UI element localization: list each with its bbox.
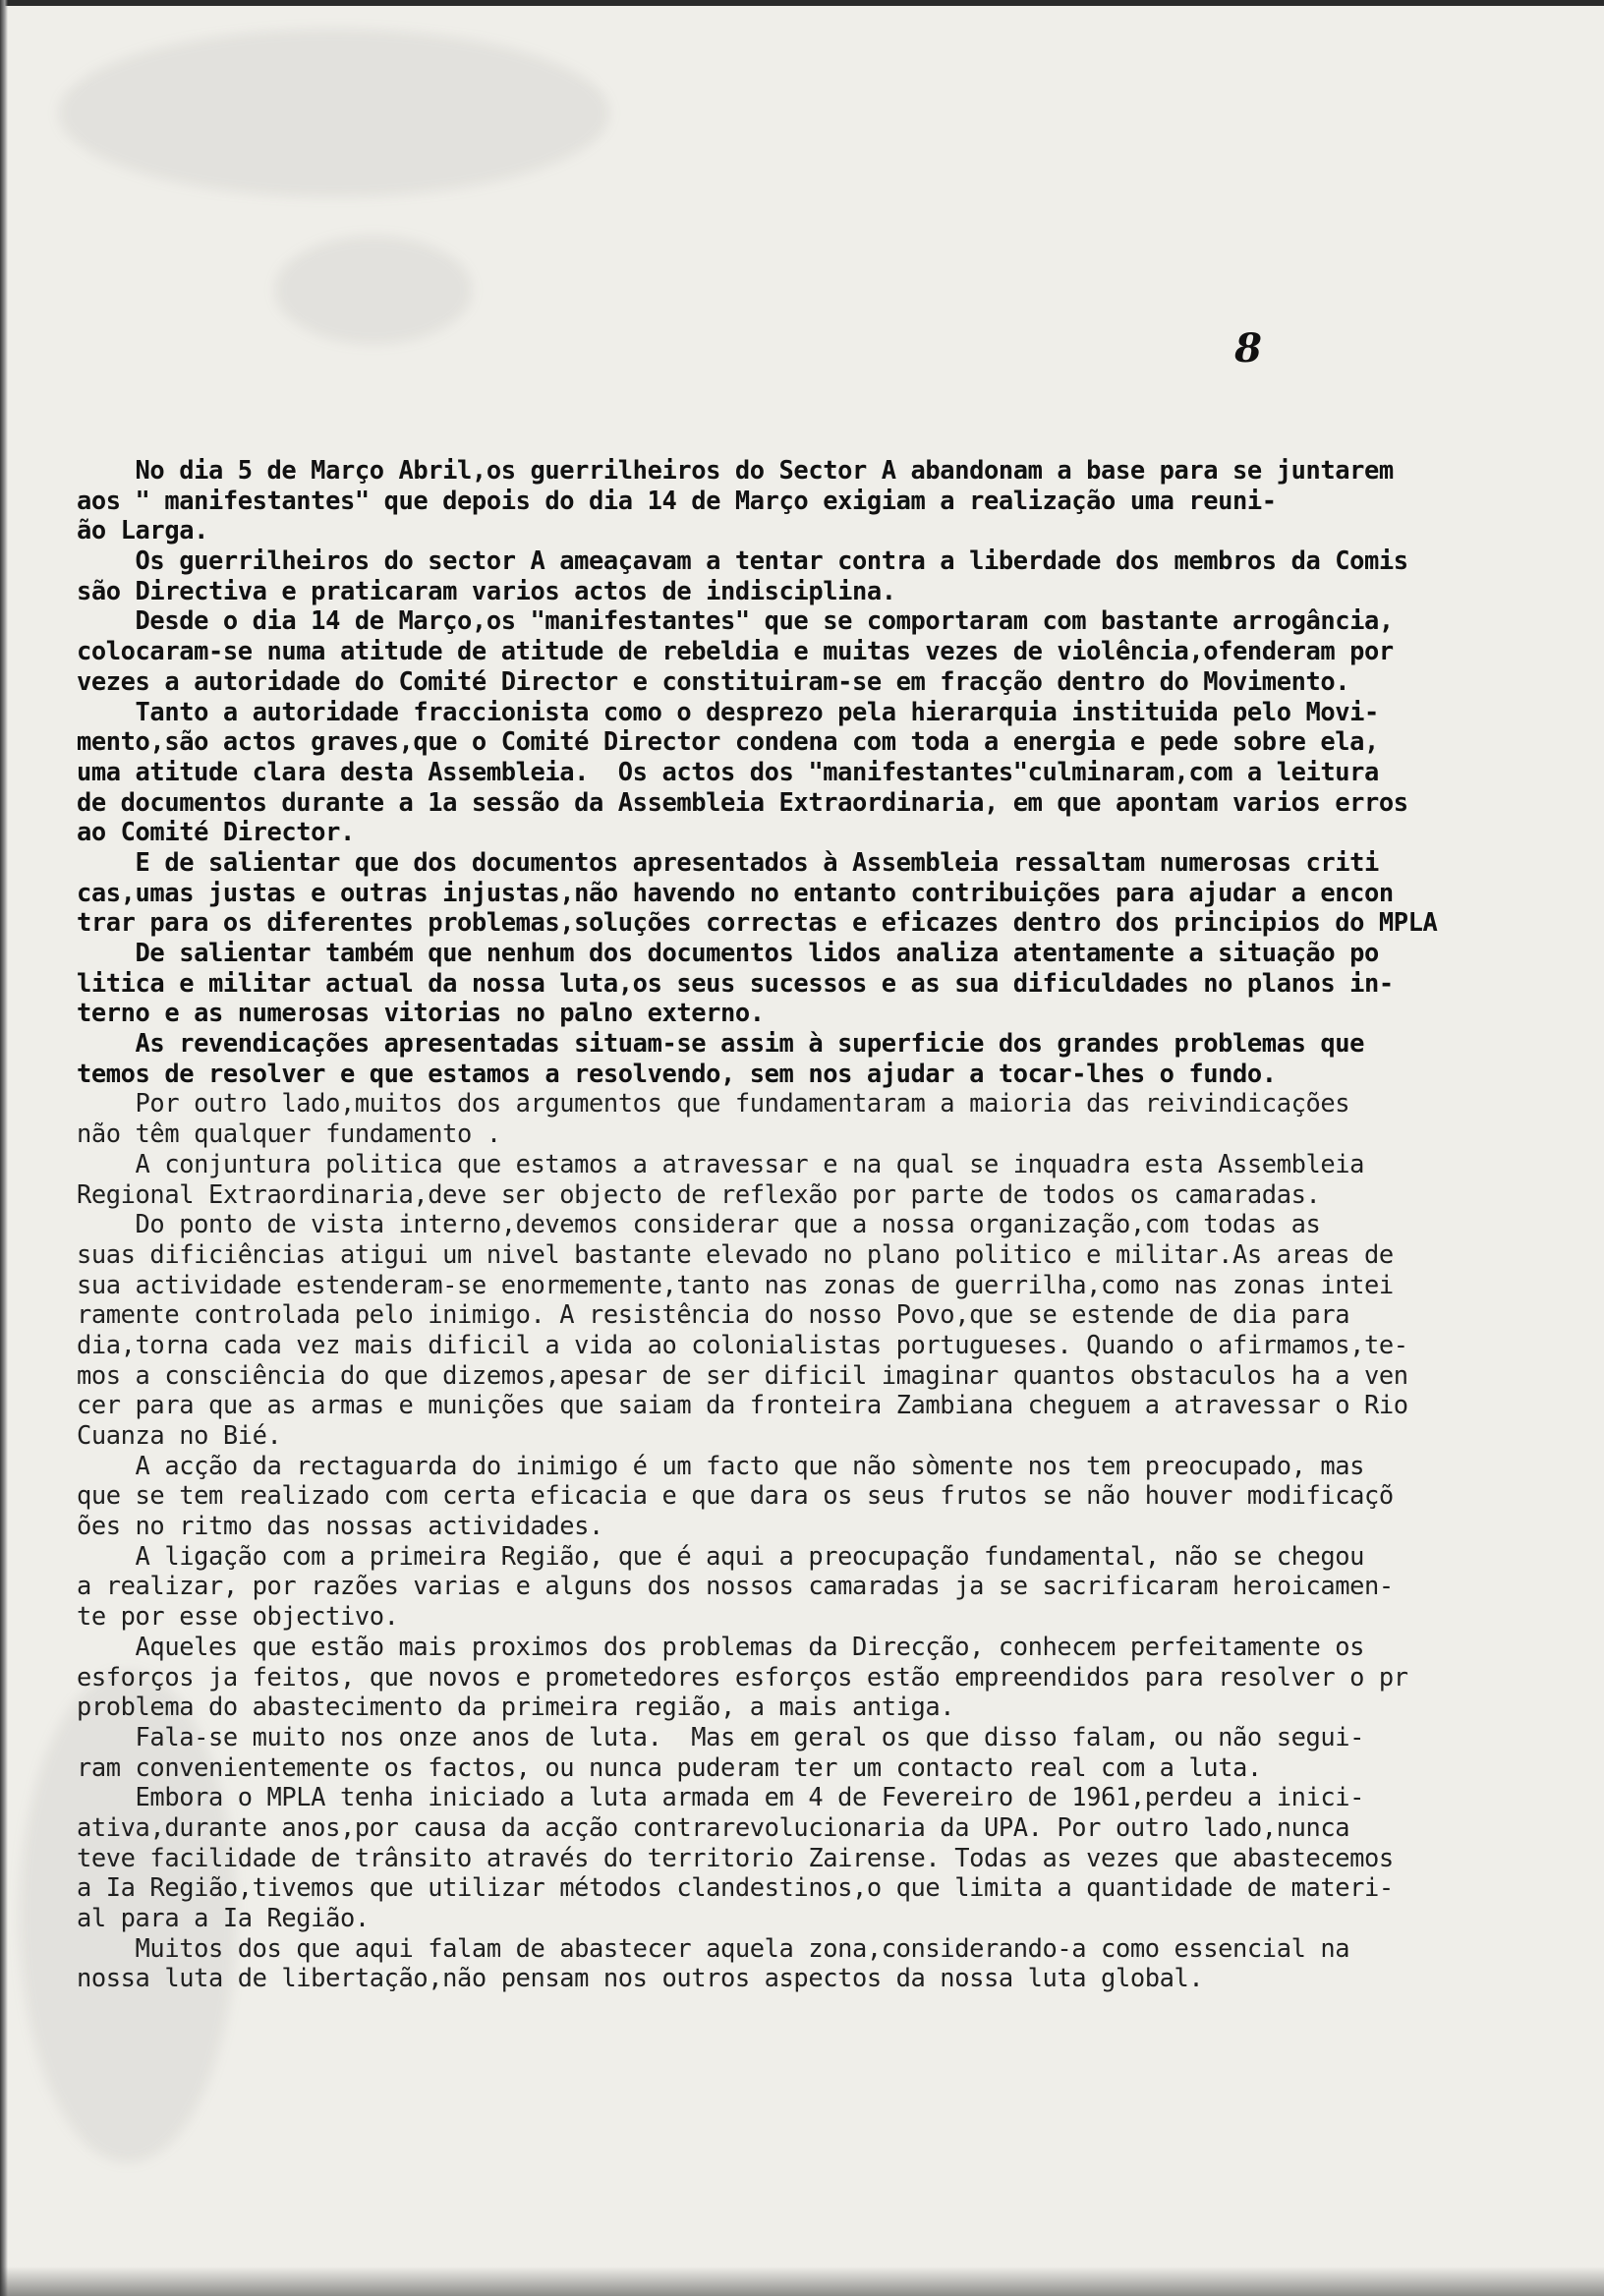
text-line: terno e as numerosas vitorias no palno externo. — [77, 998, 765, 1028]
text-line: Embora o MPLA tenha iniciado a luta armada em 4 de Fevereiro de 1961,perdeu a inici- — [77, 1782, 1365, 1812]
text-line: A acção da rectaguarda do inimigo é um facto que não sòmente nos tem preocupado, mas — [77, 1450, 1365, 1480]
text-line: mento,são actos graves,que o Comité Director condena com toda a energia e pede sobre ela, — [77, 726, 1379, 757]
text-line: de documentos durante a 1a sessão da Assembleia Extraordinaria, em que apontam varios erros — [77, 786, 1408, 817]
text-line: sua actividade estenderam-se enormemente,tanto nas zonas de guerrilha,como nas zonas intei — [77, 1269, 1394, 1299]
text-line: esforços ja feitos, que novos e prometedores esforços estão empreendidos para resolver o pr — [77, 1661, 1408, 1692]
text-line: são Directiva e praticaram varios actos de indisciplina. — [77, 575, 896, 605]
text-line: teve facilidade de trânsito através do territorio Zairense. Todas as vezes que abastecemos — [77, 1842, 1394, 1872]
text-line: mos a consciência do que dizemos,apesar de ser dificil imaginar quantos obstaculos ha a ven — [77, 1359, 1408, 1390]
text-line: al para a Ia Região. — [77, 1903, 370, 1932]
text-line: litica e militar actual da nossa luta,os seus sucessos e as sua dificuldades no planos in- — [77, 967, 1394, 998]
text-line: problema do abastecimento da primeira região, a mais antiga. — [77, 1692, 955, 1722]
document-body — [77, 455, 1604, 1993]
text-line: colocaram-se numa atitude de atitude de rebeldia e muitas vezes de violência,ofenderam por — [77, 636, 1394, 666]
text-line: a Ia Região,tivemos que utilizar métodos clandestinos,o que limita a quantidade de materi- — [77, 1872, 1394, 1903]
text-line: ramente controlada pelo inimigo. A resistência do nosso Povo,que se estende de dia para — [77, 1299, 1350, 1330]
text-line: E de salientar que dos documentos apresentados à Assembleia ressaltam numerosas criti — [77, 846, 1379, 877]
page-edge-bottom — [0, 2267, 1604, 2296]
page-number: 8 — [1234, 325, 1262, 372]
text-line: Do ponto de vista interno,devemos considerar que a nossa organização,com todas as — [77, 1209, 1321, 1239]
text-line: ão Larga. — [77, 515, 208, 545]
text-line: cas,umas justas e outras injustas,não havendo no entanto contribuições para ajudar a encon — [77, 877, 1394, 907]
text-line: A ligação com a primeira Região, que é aqui a preocupação fundamental, não se chegou — [77, 1540, 1365, 1571]
text-line: Por outro lado,muitos dos argumentos que fundamentaram a maioria das reivindicações — [77, 1088, 1350, 1119]
text-line: A conjuntura politica que estamos a atravessar e na qual se inquadra esta Assembleia — [77, 1148, 1365, 1178]
text-line: uma atitude clara desta Assembleia. Os actos dos "manifestantes"culminaram,com a leitura — [77, 756, 1379, 786]
text-line: Regional Extraordinaria,deve ser objecto de reflexão por parte de todos os camaradas. — [77, 1178, 1321, 1209]
page-edge-left — [0, 0, 8, 2296]
text-line: te por esse objectivo. — [77, 1601, 399, 1632]
page-edge-top — [0, 0, 1604, 6]
text-line: cer para que as armas e munições que saiam da fronteira Zambiana cheguem a atravessar o Rio — [77, 1390, 1408, 1420]
scan-smudge — [275, 236, 472, 344]
text-line: Aqueles que estão mais proximos dos problemas da Direcção, conhecem perfeitamente os — [77, 1631, 1365, 1661]
text-line: ram convenientemente os factos, ou nunca puderam ter um contacto real com a luta. — [77, 1751, 1262, 1782]
text-line: Fala-se muito nos onze anos de luta. Mas em geral os que disso falam, ou não segui- — [77, 1721, 1365, 1751]
text-line: não têm qualquer fundamento . — [77, 1119, 501, 1149]
text-line: vezes a autoridade do Comité Director e constituiram-se em fracção dentro do Movimento. — [77, 665, 1350, 696]
text-line: Tanto a autoridade fraccionista como o desprezo pela hierarquia instituida pelo Movi- — [77, 696, 1379, 726]
text-line: aos " manifestantes" que depois do dia 14 de Março exigiam a realização uma reuni- — [77, 485, 1277, 515]
text-line: No dia 5 de Março Abril,os guerrilheiros do Sector A abandonam a base para se juntarem — [77, 455, 1394, 485]
text-line: Desde o dia 14 de Março,os "manifestantes" que se comportaram com bastante arrogância, — [77, 605, 1394, 636]
scan-smudge — [59, 29, 609, 197]
text-line: ativa,durante anos,por causa da acção contrarevolucionaria da UPA. Por outro lado,nunca — [77, 1811, 1350, 1842]
text-line: temos de resolver e que estamos a resolvendo, sem nos ajudar a tocar-lhes o fundo. — [77, 1058, 1277, 1088]
text-line: ao Comité Director. — [77, 817, 355, 847]
text-line: trar para os diferentes problemas,soluções correctas e eficazes dentro dos principios do MPLA — [77, 907, 1438, 938]
text-line: As revendicações apresentadas situam-se assim à superficie dos grandes problemas que — [77, 1028, 1365, 1059]
text-line: De salientar também que nenhum dos documentos lidos analiza atentamente a situação po — [77, 938, 1379, 967]
text-line: suas dificiências atigui um nivel bastante elevado no plano politico e militar.As areas de — [77, 1238, 1394, 1269]
text-line: nossa luta de libertação,não pensam nos outros aspectos da nossa luta global. — [77, 1963, 1204, 1993]
text-line: Muitos dos que aqui falam de abastecer aquela zona,considerando-a como essencial na — [77, 1932, 1350, 1963]
text-line: a realizar, por razões varias e alguns dos nossos camaradas ja se sacrificaram heroicamen- — [77, 1571, 1394, 1601]
text-line: Cuanza no Bié. — [77, 1420, 282, 1450]
text-line: que se tem realizado com certa eficacia e que dara os seus frutos se não houver modificaçõ — [77, 1480, 1394, 1511]
text-line: Os guerrilheiros do sector A ameaçavam a tentar contra a liberdade dos membros da Comis — [77, 545, 1408, 576]
text-line: ões no ritmo das nossas actividades. — [77, 1511, 603, 1541]
text-line: dia,torna cada vez mais dificil a vida ao colonialistas portugueses. Quando o afirmamos,te- — [77, 1329, 1408, 1359]
